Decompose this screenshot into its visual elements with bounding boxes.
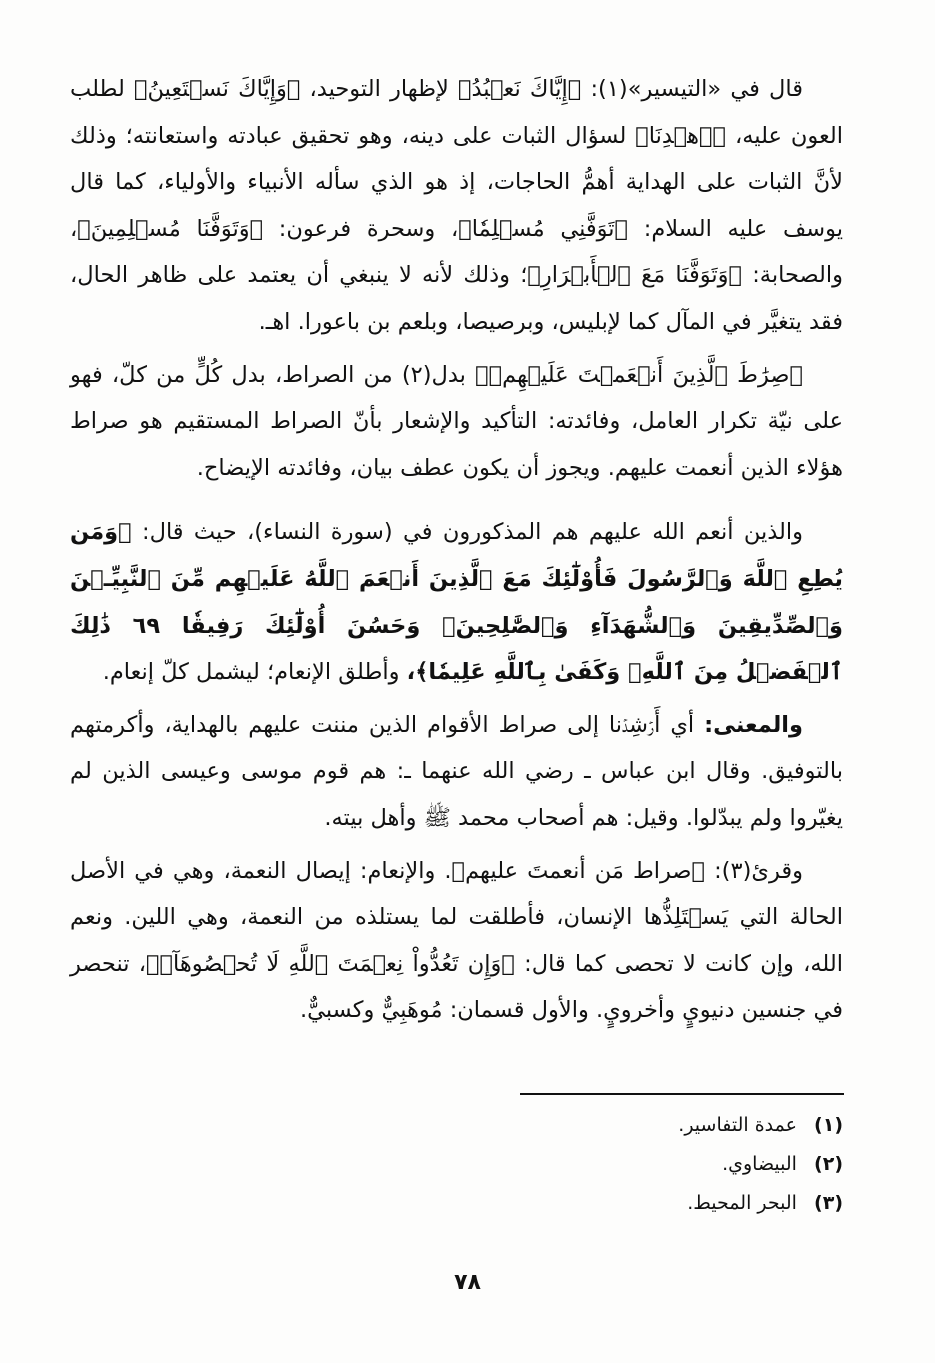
paragraph-nisa xyxy=(70,509,843,695)
footnotes xyxy=(443,1106,843,1223)
footnote-text: البيضاوي. xyxy=(722,1153,797,1175)
nisa-intro: والذين أنعم الله عليهم هم المذكورون في (سورة النساء)، حيث قال: xyxy=(142,519,804,546)
footnote-text: البحر المحيط. xyxy=(687,1192,797,1214)
paragraph-reading: وقرئ(٣): ﴿صراط مَن أنعمتَ عليهم﴾. والإنعام: إيصال النعمة، وهي في الأصل الحالة التي يَسۡتَلِذُّها الإنسان، فأطلقت لما يستلذه من النعمة، وهي اللين. ونعم الله، وإن كانت لا تحصى كما قال: ﴿وَإِن تَعُدُّواْ نِعۡمَتَ ٱللَّهِ لَا تُحۡصُوهَآۗ﴾، تنحصر في جنسين دنيويٍ وأخرويٍ. والأول قسمان: مُوهَبِيٌّ وكسبيٌّ. xyxy=(70,857,843,1024)
meaning-text: أي أَرۡشِدۡنا إلى صراط الأقوام الذين مننت عليهم بالهداية، وأكرمتهم بالتوفيق. وقال ابن عباس ـ رضي الله عنهما ـ: هم قوم موسى وعيسى الذين لم يغيّروا ولم يبدّلوا. وقيل: هم أصحاب محمد ﷺ وأهل بيته. xyxy=(70,711,843,831)
footnote-number: (١) xyxy=(814,1114,843,1136)
footnote-text: عمدة التفاسير. xyxy=(678,1114,797,1136)
footnote-number: (٢) xyxy=(814,1153,843,1175)
main-text xyxy=(70,66,843,1034)
nisa-verse: ﴿وَمَن يُطِعِ ٱللَّهَ وَٱلرَّسُولَ فَأُوْلَٰٓئِكَ مَعَ ٱلَّذِينَ أَنۡعَمَ ٱللَّهُ عَلَيۡهِم مِّنَ ٱلنَّبِيِّـۧنَ وَٱلصِّدِّيقِينَ وَٱلشُّهَدَآءِ وَٱلصَّٰلِحِينَۚ وَحَسُنَ أُوْلَٰٓئِكَ رَفِيقٗا ٦٩ ذَٰلِكَ ٱلۡفَضۡلُ مِنَ ٱللَّهِۚ وَكَفَىٰ بِٱللَّهِ عَلِيمٗا﴾، xyxy=(70,519,844,686)
footnote-separator xyxy=(520,1093,844,1095)
paragraph-sirat: ﴿صِرَٰطَ ٱلَّذِينَ أَنۡعَمۡتَ عَلَيۡهِمۡ﴾ بدل(٢) من الصراط، بدل كُلٍّ من كلّ، فهو على نيّة تكرار العامل، وفائدته: التأكيد والإشعار بأنّ الصراط المستقيم هو صراط هؤلاء الذين أنعمت عليهم. ويجوز أن يكون عطف بيان، وفائدته الإيضاح. xyxy=(70,361,843,481)
nisa-end: وأطلق الإنعام؛ ليشمل كلّ إنعام. xyxy=(102,659,400,686)
footnote-number: (٣) xyxy=(814,1192,843,1214)
page-number: ٧٨ xyxy=(454,1270,481,1295)
paragraph-meaning xyxy=(70,702,843,842)
footnote-2 xyxy=(443,1145,843,1184)
paragraph-taysir: قال في «التيسير»(١): ﴿إِيَّاكَ نَعۡبُدُ﴾ لإظهار التوحيد، ﴿وَإِيَّاكَ نَسۡتَعِينُ﴾ لطلب العون عليه، ﴿ٱهۡدِنَا﴾ لسؤال الثبات على دينه، وهو تحقيق عبادته واستعانته؛ وذلك لأنَّ الثبات على الهداية أهمُّ الحاجات، إذ هو الذي سأله الأنبياء والأولياء، كما قال يوسف عليه السلام: ﴿تَوَفَّنِي مُسۡلِمٗا﴾، وسحرة فرعون: ﴿وَتَوَفَّنَا مُسۡلِمِينَ﴾، والصحابة: ﴿وَتَوَفَّنَا مَعَ ٱلۡأَبۡرَارِ﴾؛ وذلك لأنه لا ينبغي أن يعتمد على ظاهر الحال، فقد يتغيَّر في المآل كما لإبليس، وبرصيصا، وبلعم بن باعورا. اهـ. xyxy=(70,76,843,335)
footnote-1 xyxy=(443,1106,843,1145)
footnote-3 xyxy=(443,1184,843,1223)
meaning-lead: والمعنى: xyxy=(704,711,803,738)
